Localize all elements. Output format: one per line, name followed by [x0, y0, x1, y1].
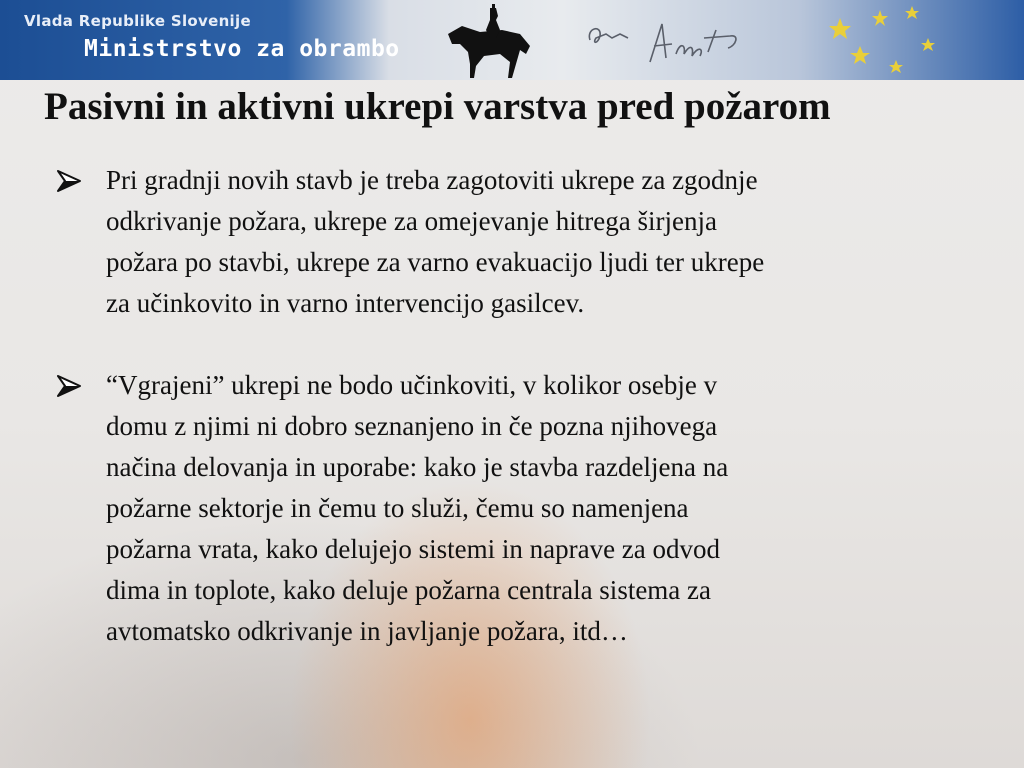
bullet-line: požara po stavbi, ukrepe za varno evakuacijo ljudi ter ukrepe — [106, 247, 765, 277]
bullet-item — [56, 365, 976, 652]
bullet-line: dima in toplote, kako deluje požarna centrala sistema za — [106, 575, 712, 605]
arrow-bullet-icon — [56, 374, 82, 398]
header-banner — [0, 0, 1024, 80]
bullet-line: domu z njimi ni dobro seznanjeno in če pozna njihovega — [106, 411, 718, 441]
signature-icon — [580, 14, 780, 70]
bullet-line: avtomatsko odkrivanje in javljanje požara, itd… — [106, 616, 628, 646]
ministry-name: Ministrstvo za obrambo — [84, 36, 400, 62]
bullet-line: za učinkovito in varno intervencijo gasilcev. — [106, 288, 585, 318]
bullet-line: požarna vrata, kako delujejo sistemi in naprave za odvod — [106, 534, 721, 564]
government-name: Vlada Republike Slovenije — [24, 12, 251, 30]
slide-title: Pasivni in aktivni ukrepi varstva pred požarom — [44, 85, 831, 128]
arrow-bullet-icon — [56, 169, 82, 193]
bullet-line: Pri gradnji novih stavb je treba zagotoviti ukrepe za zgodnje — [106, 165, 758, 195]
bullet-line: požarne sektorje in čemu to služi, čemu so namenjena — [106, 493, 689, 523]
bullet-list — [56, 160, 976, 652]
bullet-line: načina delovanja in uporabe: kako je stavba razdeljena na — [106, 452, 729, 482]
bullet-line: odkrivanje požara, ukrepe za omejevanje hitrega širjenja — [106, 206, 717, 236]
bullet-item — [56, 160, 976, 324]
bullet-line: “Vgrajeni” ukrepi ne bodo učinkoviti, v kolikor osebje v — [106, 370, 718, 400]
horse-rider-emblem-icon — [440, 4, 550, 80]
eu-stars-icon — [820, 0, 1024, 80]
